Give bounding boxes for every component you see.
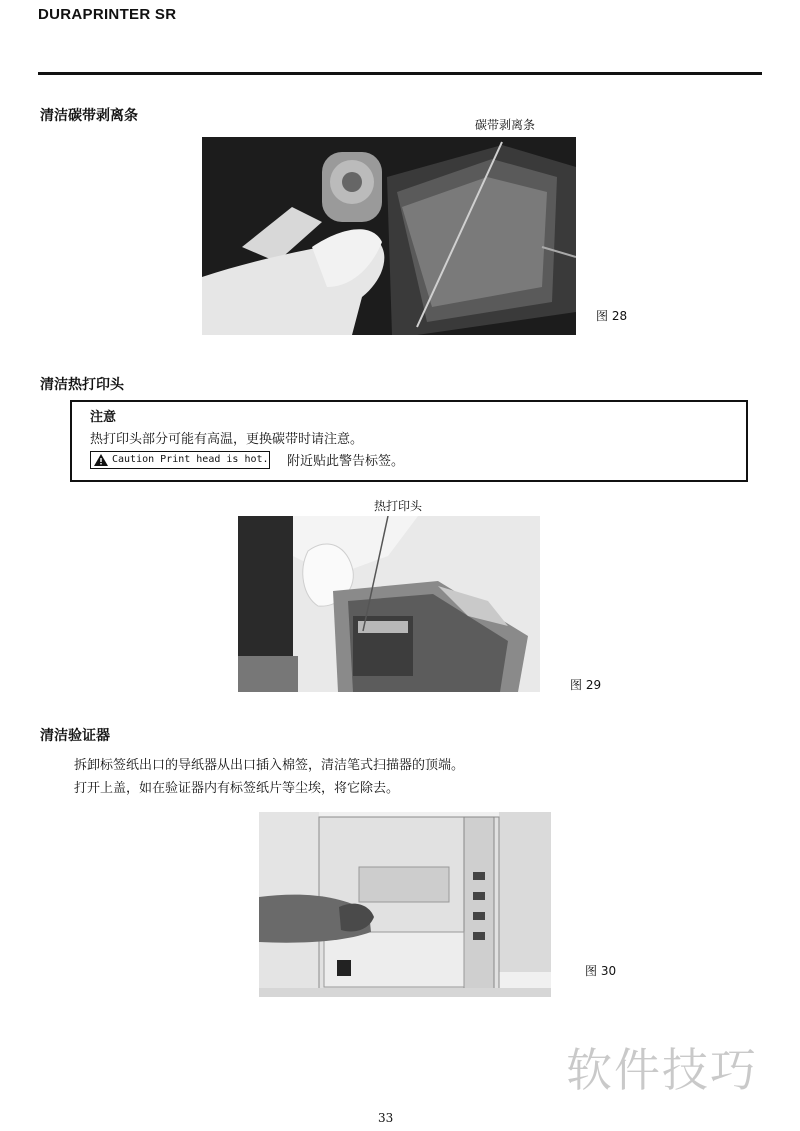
caution-after-text: 附近贴此警告标签。 (287, 454, 405, 469)
figure-30-photo (259, 812, 551, 997)
figure-29-photo (238, 516, 540, 692)
section-heading-ribbon-peel-bar: 清洁碳带剥离条 (40, 108, 138, 124)
document-header-title: DURAPRINTER SR (38, 6, 177, 23)
figure-28-photo (202, 137, 576, 335)
section-heading-verifier: 清洁验证器 (40, 728, 110, 744)
caution-sticker-text: Caution Print head is hot. (112, 454, 269, 465)
watermark-text: 软件技巧 (566, 1043, 758, 1097)
instruction-paragraph-1: 拆卸标签纸出口的导纸器从出口插入棉签，清洁笔式扫描器的顶端。 (74, 758, 465, 773)
notice-text: 热打印头部分可能有高温，更换碳带时请注意。 (90, 432, 364, 447)
figure-28-label: 图 28 (596, 309, 628, 323)
section-heading-print-head: 清洁热打印头 (40, 377, 124, 393)
header-rule (38, 72, 762, 75)
caution-sticker (90, 451, 270, 469)
figure-30-label: 图 30 (585, 964, 617, 978)
page-number: 33 (378, 1111, 394, 1125)
warning-triangle-icon (94, 454, 108, 472)
callout-print-head: 热打印头 (374, 499, 423, 513)
notice-title: 注意 (90, 410, 117, 425)
instruction-paragraph-2: 打开上盖，如在验证器内有标签纸片等尘埃，将它除去。 (74, 781, 400, 796)
figure-29-label: 图 29 (570, 678, 602, 692)
caution-notice-box (70, 400, 748, 482)
callout-ribbon-peel-bar: 碳带剥离条 (475, 118, 536, 132)
